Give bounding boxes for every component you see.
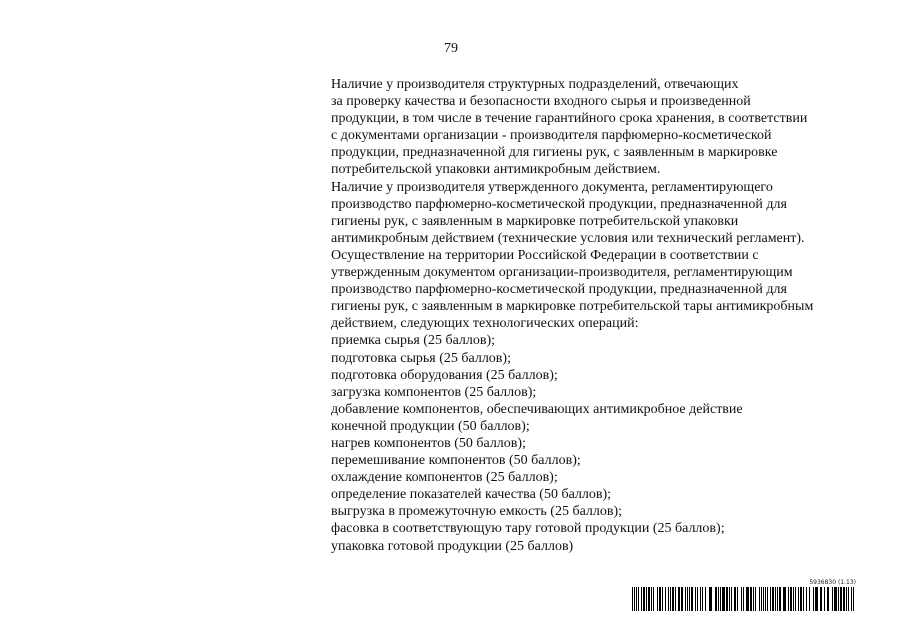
list-item: упаковка готовой продукции (25 баллов) — [331, 538, 574, 554]
list-item: охлаждение компонентов (25 баллов); — [331, 470, 558, 486]
barcode-icon — [632, 587, 856, 611]
text-line: потребительской упаковки антимикробным действием. — [331, 162, 661, 178]
text-line: производство парфюмерно-косметической продукции, предназначенной для — [331, 282, 787, 298]
page-number: 79 — [444, 41, 458, 56]
barcode-block — [632, 579, 856, 611]
text-line: Осуществление на территории Российской Федерации в соответствии с — [331, 247, 759, 263]
list-item: конечной продукции (50 баллов); — [331, 418, 530, 434]
text-line: действием, следующих технологических операций: — [331, 316, 639, 332]
list-item: выгрузка в промежуточную емкость (25 баллов); — [331, 504, 623, 520]
list-item: загрузка компонентов (25 баллов); — [331, 384, 537, 400]
text-line: Наличие у производителя утвержденного документа, регламентирующего — [331, 179, 773, 195]
list-item: приемка сырья (25 баллов); — [331, 333, 496, 349]
list-item: подготовка сырья (25 баллов); — [331, 350, 511, 366]
list-item: нагрев компонентов (50 баллов); — [331, 435, 526, 451]
barcode-label: 5936830 (1.13) — [809, 579, 856, 586]
text-line: продукции, предназначенной для гигиены рук, с заявленным в маркировке — [331, 145, 778, 161]
list-item: подготовка оборудования (25 баллов); — [331, 367, 558, 383]
text-line: гигиены рук, с заявленным в маркировке потребительской тары антимикробным — [331, 299, 814, 315]
text-line: с документами организации - производителя парфюмерно-косметической — [331, 128, 772, 144]
text-line: за проверку качества и безопасности входного сырья и произведенной — [331, 94, 751, 110]
text-line: гигиены рук, с заявленным в маркировке потребительской упаковки — [331, 213, 739, 229]
list-item: добавление компонентов, обеспечивающих антимикробное действие — [331, 401, 743, 417]
text-line: антимикробным действием (технические условия или технический регламент). — [331, 230, 805, 246]
text-line: Наличие у производителя структурных подразделений, отвечающих — [331, 77, 739, 92]
text-line: утвержденным документом организации-производителя, регламентирующим — [331, 265, 793, 281]
text-line: производство парфюмерно-косметической продукции, предназначенной для — [331, 196, 787, 212]
list-item: перемешивание компонентов (50 баллов); — [331, 453, 581, 469]
list-item: определение показателей качества (50 баллов); — [331, 487, 612, 503]
document-body — [331, 76, 891, 555]
list-item: фасовка в соответствующую тару готовой продукции (25 баллов); — [331, 521, 725, 537]
text-line: продукции, в том числе в течение гарантийного срока хранения, в соответствии — [331, 111, 808, 127]
